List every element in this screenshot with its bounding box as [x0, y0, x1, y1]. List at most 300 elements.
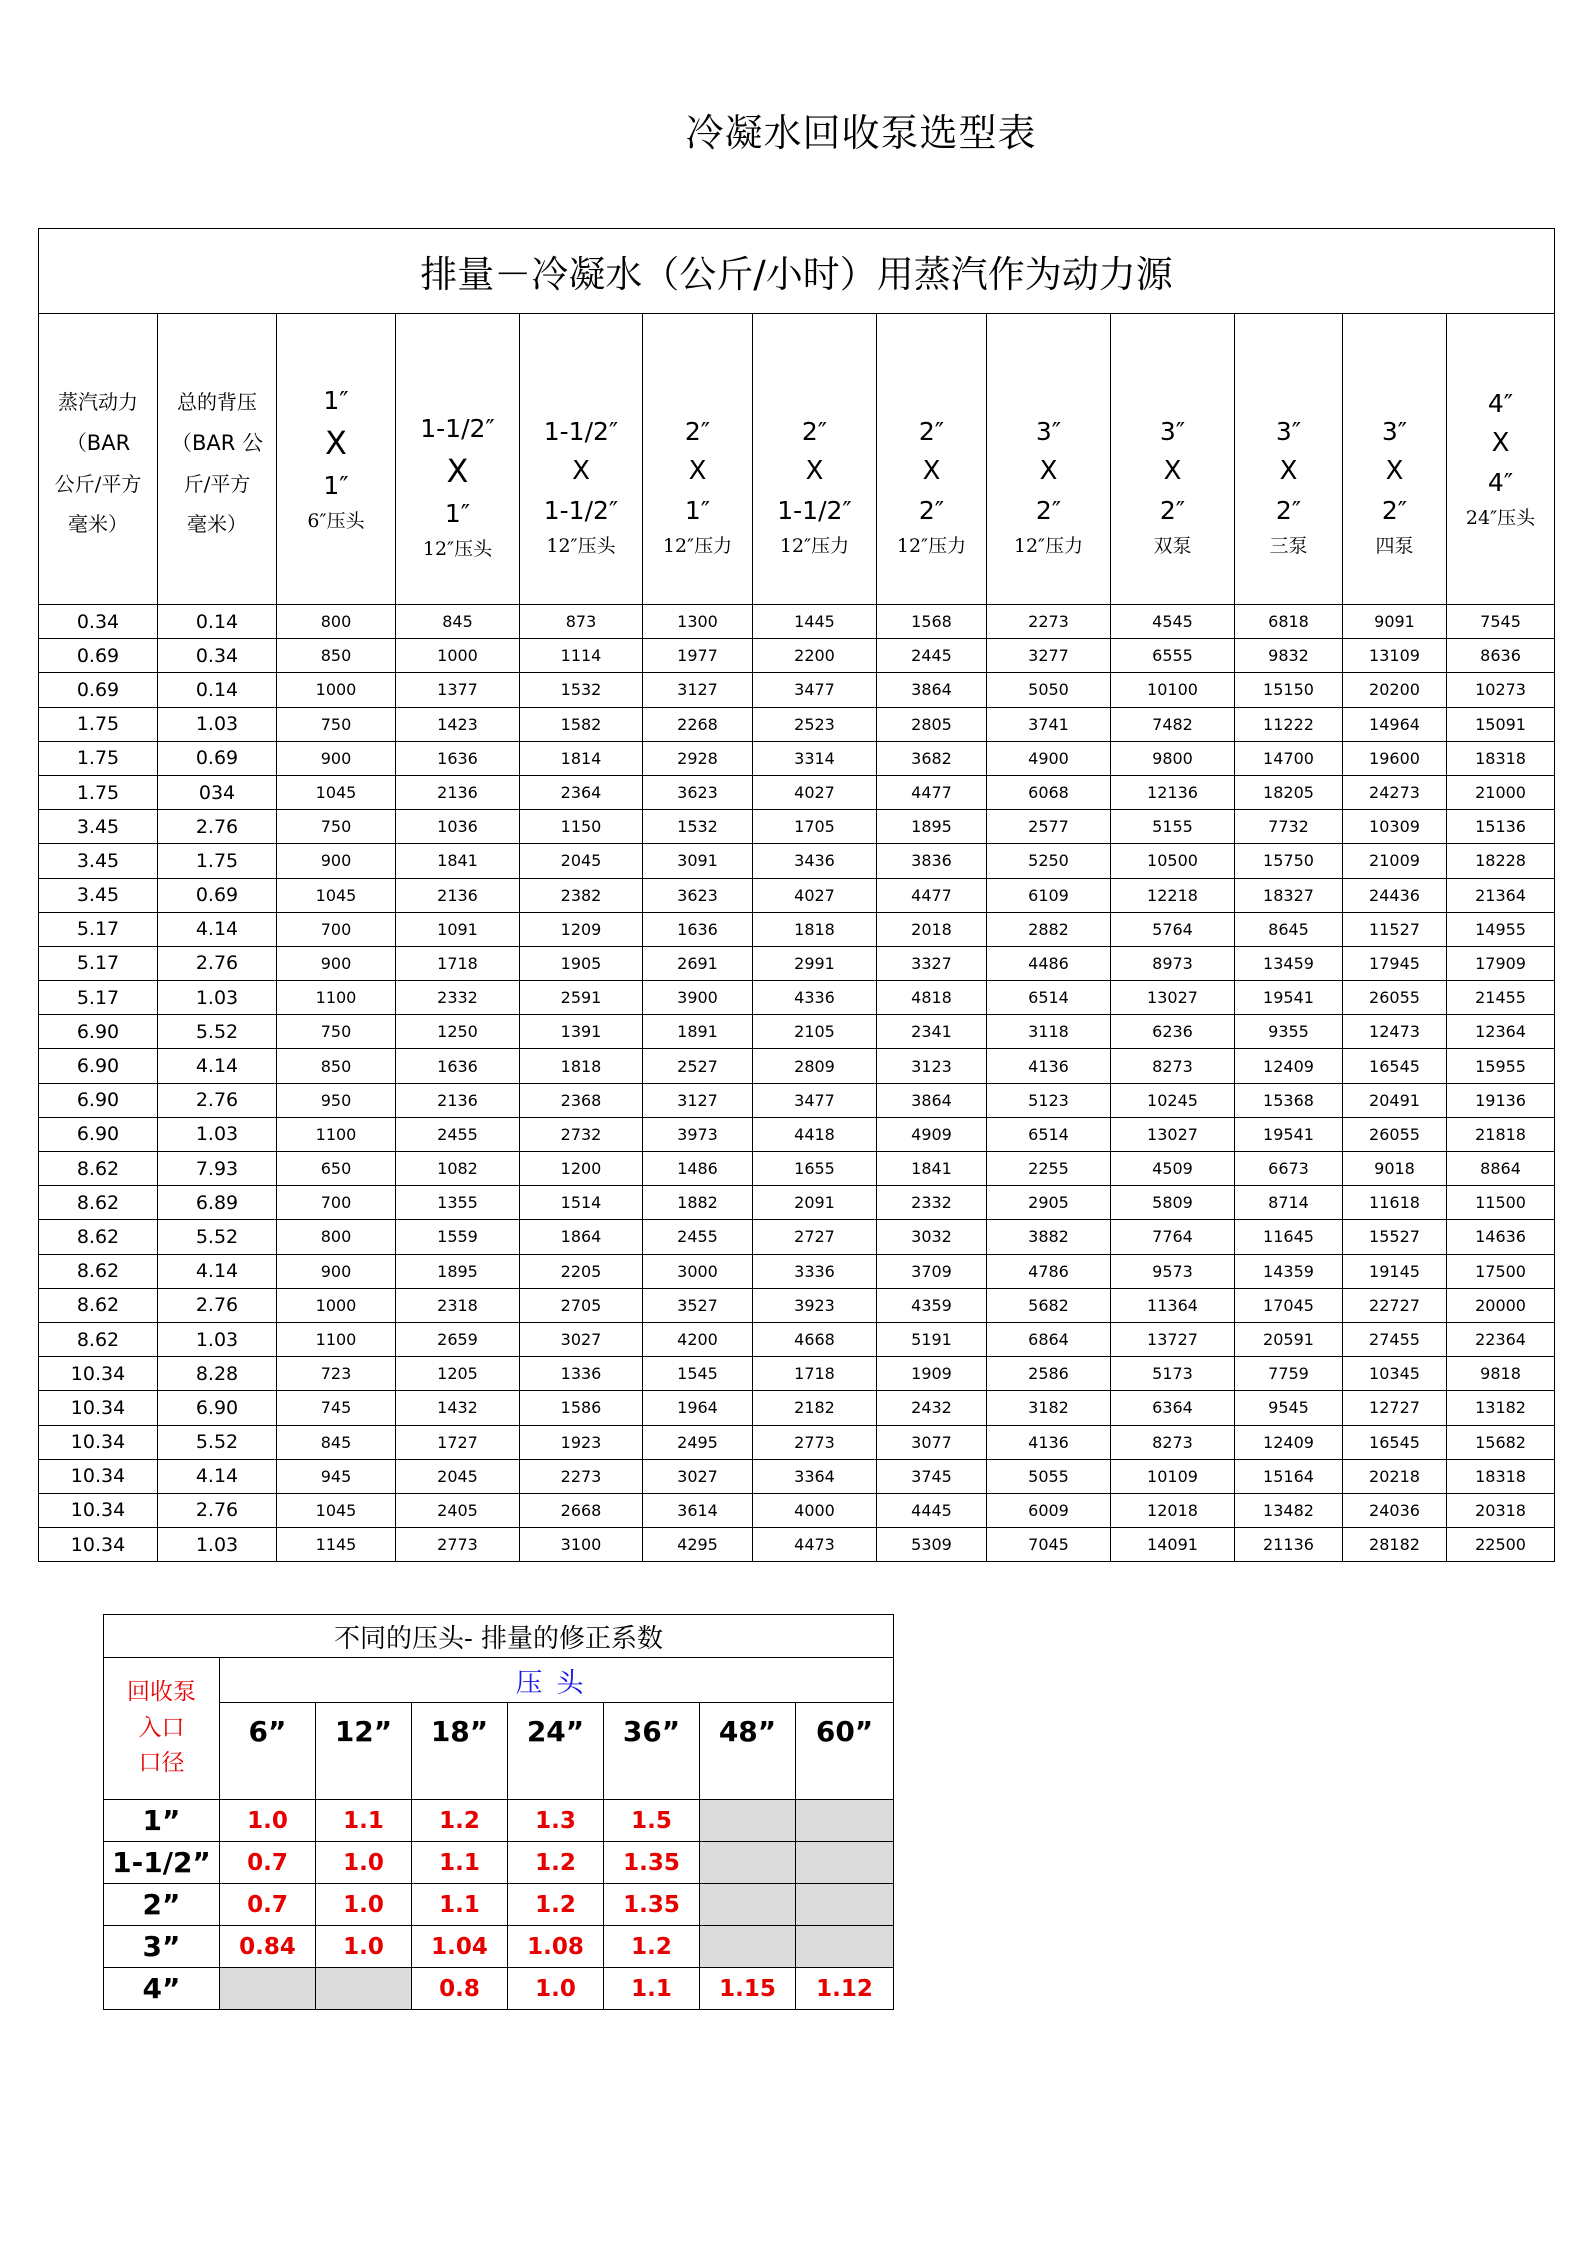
- capacity-cell: 2332: [396, 981, 520, 1015]
- capacity-cell: 1391: [520, 1015, 643, 1049]
- correction-row: [104, 1926, 894, 1968]
- back-pressure-cell: 0.14: [158, 605, 277, 639]
- capacity-cell: 11527: [1343, 912, 1447, 946]
- empty-factor-cell: [796, 1842, 894, 1884]
- capacity-cell: 4473: [753, 1528, 877, 1562]
- steam-pressure-cell: 10.34: [39, 1391, 158, 1425]
- capacity-cell: 18327: [1235, 878, 1343, 912]
- capacity-cell: 2732: [520, 1117, 643, 1151]
- outlet-size: 1″: [323, 470, 349, 500]
- capacity-cell: 800: [277, 605, 396, 639]
- capacity-cell: 24436: [1343, 878, 1447, 912]
- capacity-cell: 1145: [277, 1528, 396, 1562]
- table-row: [39, 912, 1555, 946]
- table-row: [39, 741, 1555, 775]
- capacity-cell: 4336: [753, 981, 877, 1015]
- capacity-cell: 3118: [987, 1015, 1111, 1049]
- capacity-cell: 1445: [753, 605, 877, 639]
- head-size-header: 48”: [700, 1703, 796, 1800]
- capacity-cell: 900: [277, 741, 396, 775]
- head-note: 12″压头: [546, 534, 616, 557]
- inlet-size: 3″: [1159, 416, 1186, 446]
- capacity-cell: 6673: [1235, 1152, 1343, 1186]
- empty-factor-cell: [796, 1884, 894, 1926]
- size-separator: X: [1491, 427, 1510, 458]
- capacity-cell: 3973: [643, 1117, 753, 1151]
- capacity-cell: 723: [277, 1357, 396, 1391]
- head-note: 双泵: [1153, 534, 1192, 557]
- capacity-cell: 5809: [1111, 1186, 1235, 1220]
- capacity-cell: 3477: [753, 673, 877, 707]
- capacity-cell: 1586: [520, 1391, 643, 1425]
- capacity-cell: 2091: [753, 1186, 877, 1220]
- capacity-cell: 950: [277, 1083, 396, 1117]
- capacity-cell: 26055: [1343, 1117, 1447, 1151]
- capacity-cell: 1514: [520, 1186, 643, 1220]
- capacity-cell: 3077: [877, 1425, 987, 1459]
- pump-size-header: [520, 314, 643, 605]
- inlet-size: 3″: [1381, 416, 1408, 446]
- table-row: [39, 1493, 1555, 1527]
- capacity-cell: 750: [277, 810, 396, 844]
- capacity-cell: 2727: [753, 1220, 877, 1254]
- capacity-cell: 2364: [520, 775, 643, 809]
- capacity-cell: 1905: [520, 946, 643, 980]
- back-pressure-cell: 0.69: [158, 878, 277, 912]
- capacity-cell: 845: [396, 605, 520, 639]
- capacity-cell: 4445: [877, 1493, 987, 1527]
- inlet-size: 1″: [323, 385, 349, 415]
- capacity-cell: 2405: [396, 1493, 520, 1527]
- empty-factor-cell: [700, 1800, 796, 1842]
- capacity-cell: 6864: [987, 1322, 1111, 1356]
- capacity-cell: 21455: [1447, 981, 1555, 1015]
- capacity-cell: 17945: [1343, 946, 1447, 980]
- pump-size-stack: [1447, 388, 1554, 529]
- steam-pressure-cell: 10.34: [39, 1357, 158, 1391]
- capacity-cell: 2809: [753, 1049, 877, 1083]
- capacity-cell: 7482: [1111, 707, 1235, 741]
- size-separator: X: [1163, 455, 1182, 486]
- capacity-cell: 900: [277, 1254, 396, 1288]
- capacity-cell: 20200: [1343, 673, 1447, 707]
- back-pressure-cell: 2.76: [158, 1083, 277, 1117]
- head-size-header: 18”: [412, 1703, 508, 1800]
- steam-pressure-cell: 10.34: [39, 1493, 158, 1527]
- table-row: [39, 1015, 1555, 1049]
- capacity-cell: 1209: [520, 912, 643, 946]
- capacity-cell: 6818: [1235, 605, 1343, 639]
- correction-factor-cell: 1.2: [412, 1800, 508, 1842]
- capacity-cell: 2773: [396, 1528, 520, 1562]
- capacity-cell: 873: [520, 605, 643, 639]
- capacity-cell: 2577: [987, 810, 1111, 844]
- steam-pressure-header-line: 毫米）: [68, 512, 128, 536]
- capacity-cell: 14955: [1447, 912, 1555, 946]
- capacity-cell: 1864: [520, 1220, 643, 1254]
- capacity-cell: 2136: [396, 878, 520, 912]
- inlet-size-cell: 4”: [104, 1968, 220, 2010]
- capacity-cell: 2332: [877, 1186, 987, 1220]
- back-pressure-cell: 034: [158, 775, 277, 809]
- capacity-cell: 1582: [520, 707, 643, 741]
- capacity-cell: 15136: [1447, 810, 1555, 844]
- capacity-cell: 1718: [396, 946, 520, 980]
- empty-factor-cell: [700, 1884, 796, 1926]
- capacity-cell: 2182: [753, 1391, 877, 1425]
- outlet-size: 1″: [444, 498, 471, 528]
- capacity-cell: 1300: [643, 605, 753, 639]
- capacity-cell: 745: [277, 1391, 396, 1425]
- capacity-cell: 2268: [643, 707, 753, 741]
- outlet-size: 2″: [918, 495, 945, 525]
- capacity-cell: 4668: [753, 1322, 877, 1356]
- capacity-cell: 8714: [1235, 1186, 1343, 1220]
- capacity-cell: 17909: [1447, 946, 1555, 980]
- capacity-cell: 12409: [1235, 1049, 1343, 1083]
- size-separator: X: [1385, 455, 1404, 486]
- capacity-cell: 4900: [987, 741, 1111, 775]
- head-note: 12″压力: [896, 534, 967, 557]
- capacity-cell: 2382: [520, 878, 643, 912]
- capacity-cell: 11645: [1235, 1220, 1343, 1254]
- capacity-cell: 3100: [520, 1528, 643, 1562]
- capacity-cell: 3882: [987, 1220, 1111, 1254]
- capacity-cell: 4000: [753, 1493, 877, 1527]
- steam-pressure-cell: 0.69: [39, 673, 158, 707]
- capacity-cell: 19136: [1447, 1083, 1555, 1117]
- capacity-cell: 2273: [520, 1459, 643, 1493]
- capacity-cell: 1568: [877, 605, 987, 639]
- steam-pressure-cell: 3.45: [39, 810, 158, 844]
- back-pressure-cell: 2.76: [158, 946, 277, 980]
- capacity-cell: 15150: [1235, 673, 1343, 707]
- steam-pressure-cell: 10.34: [39, 1459, 158, 1493]
- head-size-header: 12”: [316, 1703, 412, 1800]
- capacity-cell: 19145: [1343, 1254, 1447, 1288]
- correction-factor-cell: 1.0: [220, 1800, 316, 1842]
- capacity-cell: 1891: [643, 1015, 753, 1049]
- correction-factor-cell: 0.8: [412, 1968, 508, 2010]
- pump-size-header: [1343, 314, 1447, 605]
- table-row: [39, 707, 1555, 741]
- capacity-cell: 1150: [520, 810, 643, 844]
- capacity-cell: 3000: [643, 1254, 753, 1288]
- empty-factor-cell: [796, 1800, 894, 1842]
- capacity-cell: 9545: [1235, 1391, 1343, 1425]
- outlet-size: 1-1/2″: [543, 495, 619, 525]
- correction-factor-cell: 1.2: [604, 1926, 700, 1968]
- capacity-cell: 2200: [753, 639, 877, 673]
- capacity-cell: 10345: [1343, 1357, 1447, 1391]
- correction-factor-cell: 0.7: [220, 1884, 316, 1926]
- capacity-cell: 14359: [1235, 1254, 1343, 1288]
- capacity-cell: 22500: [1447, 1528, 1555, 1562]
- capacity-cell: 13459: [1235, 946, 1343, 980]
- capacity-cell: 1841: [877, 1152, 987, 1186]
- empty-factor-cell: [700, 1926, 796, 1968]
- capacity-cell: 3327: [877, 946, 987, 980]
- capacity-cell: 1705: [753, 810, 877, 844]
- capacity-cell: 3127: [643, 1083, 753, 1117]
- capacity-cell: 13027: [1111, 981, 1235, 1015]
- capacity-cell: 2255: [987, 1152, 1111, 1186]
- capacity-cell: 16545: [1343, 1425, 1447, 1459]
- steam-pressure-header-line: 蒸汽动力: [58, 390, 138, 414]
- correction-factor-cell: 1.35: [604, 1884, 700, 1926]
- capacity-cell: 2455: [396, 1117, 520, 1151]
- correction-factor-cell: 1.3: [508, 1800, 604, 1842]
- back-pressure-header: [158, 314, 277, 605]
- capacity-cell: 24036: [1343, 1493, 1447, 1527]
- capacity-cell: 15368: [1235, 1083, 1343, 1117]
- capacity-cell: 20000: [1447, 1288, 1555, 1322]
- capacity-cell: 2368: [520, 1083, 643, 1117]
- capacity-cell: 4786: [987, 1254, 1111, 1288]
- capacity-cell: 6364: [1111, 1391, 1235, 1425]
- capacity-cell: 1559: [396, 1220, 520, 1254]
- capacity-cell: 21000: [1447, 775, 1555, 809]
- capacity-cell: 3623: [643, 878, 753, 912]
- inlet-size: 2″: [684, 416, 711, 446]
- steam-pressure-cell: 8.62: [39, 1288, 158, 1322]
- table-row: [39, 1152, 1555, 1186]
- capacity-cell: 5764: [1111, 912, 1235, 946]
- steam-pressure-cell: 8.62: [39, 1322, 158, 1356]
- capacity-cell: 10109: [1111, 1459, 1235, 1493]
- capacity-cell: 3709: [877, 1254, 987, 1288]
- capacity-cell: 3682: [877, 741, 987, 775]
- capacity-cell: 3623: [643, 775, 753, 809]
- capacity-cell: 1432: [396, 1391, 520, 1425]
- back-pressure-cell: 1.03: [158, 981, 277, 1015]
- capacity-cell: 1532: [520, 673, 643, 707]
- table-row: [39, 605, 1555, 639]
- capacity-cell: 1000: [277, 673, 396, 707]
- table-row: [39, 1220, 1555, 1254]
- capacity-cell: 22364: [1447, 1322, 1555, 1356]
- back-pressure-cell: 5.52: [158, 1220, 277, 1254]
- capacity-cell: 17045: [1235, 1288, 1343, 1322]
- capacity-cell: 7764: [1111, 1220, 1235, 1254]
- pump-size-header: [396, 314, 520, 605]
- capacity-cell: 1636: [396, 741, 520, 775]
- back-pressure-cell: 6.89: [158, 1186, 277, 1220]
- pump-size-stack: [1235, 416, 1342, 557]
- capacity-cell: 2105: [753, 1015, 877, 1049]
- correction-factor-cell: 1.0: [316, 1926, 412, 1968]
- capacity-cell: 1818: [520, 1049, 643, 1083]
- empty-factor-cell: [220, 1968, 316, 2010]
- correction-row: [104, 1968, 894, 2010]
- capacity-cell: 4359: [877, 1288, 987, 1322]
- table-title: 排量－冷凝水（公斤/小时）用蒸汽作为动力源: [39, 229, 1555, 314]
- correction-factor-cell: 0.7: [220, 1842, 316, 1884]
- capacity-cell: 1882: [643, 1186, 753, 1220]
- capacity-cell: 6514: [987, 981, 1111, 1015]
- capacity-cell: 15164: [1235, 1459, 1343, 1493]
- capacity-cell: 27455: [1343, 1322, 1447, 1356]
- steam-pressure-cell: 8.62: [39, 1186, 158, 1220]
- capacity-cell: 3123: [877, 1049, 987, 1083]
- back-pressure-cell: 4.14: [158, 1254, 277, 1288]
- capacity-cell: 2705: [520, 1288, 643, 1322]
- back-pressure-cell: 4.14: [158, 912, 277, 946]
- capacity-cell: 7759: [1235, 1357, 1343, 1391]
- capacity-cell: 6236: [1111, 1015, 1235, 1049]
- correction-factor-cell: 1.0: [316, 1842, 412, 1884]
- correction-factor-cell: 1.0: [316, 1884, 412, 1926]
- capacity-cell: 2341: [877, 1015, 987, 1049]
- capacity-cell: 13727: [1111, 1322, 1235, 1356]
- capacity-cell: 1082: [396, 1152, 520, 1186]
- correction-factor-cell: 1.04: [412, 1926, 508, 1968]
- capacity-cell: 1486: [643, 1152, 753, 1186]
- capacity-cell: 2991: [753, 946, 877, 980]
- capacity-cell: 3477: [753, 1083, 877, 1117]
- capacity-cell: 4295: [643, 1528, 753, 1562]
- capacity-cell: 11500: [1447, 1186, 1555, 1220]
- inlet-size: 3″: [1275, 416, 1302, 446]
- pump-size-stack: [643, 416, 752, 557]
- steam-pressure-cell: 0.34: [39, 605, 158, 639]
- capacity-cell: 15955: [1447, 1049, 1555, 1083]
- head-note: 6″压头: [307, 509, 365, 532]
- table-row: [39, 844, 1555, 878]
- capacity-cell: 3336: [753, 1254, 877, 1288]
- back-pressure-header-line: （BAR 公: [170, 431, 264, 455]
- pump-size-header: [753, 314, 877, 605]
- back-pressure-cell: 1.03: [158, 1322, 277, 1356]
- capacity-cell: 13182: [1447, 1391, 1555, 1425]
- inlet-size-label-line: 口径: [138, 1750, 185, 1777]
- steam-pressure-cell: 0.69: [39, 639, 158, 673]
- capacity-cell: 2928: [643, 741, 753, 775]
- column-header-row: [39, 314, 1555, 605]
- capacity-cell: 21364: [1447, 878, 1555, 912]
- capacity-cell: 6009: [987, 1493, 1111, 1527]
- table-row: [39, 775, 1555, 809]
- back-pressure-header-line: 毫米）: [187, 512, 247, 536]
- capacity-cell: 4477: [877, 878, 987, 912]
- capacity-cell: 2905: [987, 1186, 1111, 1220]
- capacity-cell: 3364: [753, 1459, 877, 1493]
- empty-factor-cell: [316, 1968, 412, 2010]
- correction-factor-cell: 1.1: [412, 1842, 508, 1884]
- table-row: [39, 1528, 1555, 1562]
- capacity-cell: 1814: [520, 741, 643, 775]
- capacity-cell: 5155: [1111, 810, 1235, 844]
- inlet-size: 1-1/2″: [420, 413, 495, 443]
- pump-size-stack: [1343, 416, 1446, 557]
- capacity-cell: 900: [277, 946, 396, 980]
- table-row: [39, 946, 1555, 980]
- pump-size-header: [987, 314, 1111, 605]
- back-pressure-cell: 1.75: [158, 844, 277, 878]
- capacity-cell: 21136: [1235, 1528, 1343, 1562]
- capacity-cell: 2882: [987, 912, 1111, 946]
- capacity-cell: 12136: [1111, 775, 1235, 809]
- capacity-cell: 2136: [396, 775, 520, 809]
- inlet-size-cell: 1-1/2”: [104, 1842, 220, 1884]
- head-size-header: 6”: [220, 1703, 316, 1800]
- capacity-cell: 5050: [987, 673, 1111, 707]
- capacity-cell: 1377: [396, 673, 520, 707]
- size-separator: X: [688, 455, 707, 486]
- table-row: [39, 1357, 1555, 1391]
- size-separator: X: [805, 455, 824, 486]
- capacity-cell: 10500: [1111, 844, 1235, 878]
- head-note: 四泵: [1375, 534, 1414, 557]
- capacity-cell: 2495: [643, 1425, 753, 1459]
- outlet-size: 2″: [1159, 495, 1186, 525]
- back-pressure-header-line: 总的背压: [177, 390, 257, 414]
- capacity-cell: 14964: [1343, 707, 1447, 741]
- back-pressure-header-line: 斤/平方: [183, 472, 251, 496]
- table-row: [39, 1459, 1555, 1493]
- size-separator: X: [325, 423, 347, 462]
- capacity-cell: 1000: [396, 639, 520, 673]
- capacity-cell: 4486: [987, 946, 1111, 980]
- capacity-cell: 22727: [1343, 1288, 1447, 1322]
- capacity-cell: 3027: [643, 1459, 753, 1493]
- size-separator: X: [572, 455, 590, 486]
- capacity-cell: 900: [277, 844, 396, 878]
- capacity-cell: 1000: [277, 1288, 396, 1322]
- capacity-cell: 6555: [1111, 639, 1235, 673]
- capacity-cell: 10100: [1111, 673, 1235, 707]
- empty-factor-cell: [796, 1926, 894, 1968]
- back-pressure-cell: 2.76: [158, 1493, 277, 1527]
- table-row: [39, 878, 1555, 912]
- pump-size-stack: [396, 413, 519, 560]
- head-size-header: 36”: [604, 1703, 700, 1800]
- table-row: [39, 1425, 1555, 1459]
- capacity-cell: 1895: [396, 1254, 520, 1288]
- capacity-cell: 20491: [1343, 1083, 1447, 1117]
- capacity-cell: 9091: [1343, 605, 1447, 639]
- capacity-cell: 19600: [1343, 741, 1447, 775]
- capacity-cell: 3091: [643, 844, 753, 878]
- pump-size-stack: [753, 416, 876, 557]
- pump-size-stack: [277, 385, 395, 532]
- steam-pressure-cell: 8.62: [39, 1220, 158, 1254]
- pump-size-header: [1111, 314, 1235, 605]
- capacity-cell: 5173: [1111, 1357, 1235, 1391]
- capacity-cell: 2273: [987, 605, 1111, 639]
- capacity-cell: 21009: [1343, 844, 1447, 878]
- table-body: [39, 605, 1555, 1562]
- capacity-cell: 1532: [643, 810, 753, 844]
- head-note: 12″压力: [779, 534, 850, 557]
- capacity-cell: 1545: [643, 1357, 753, 1391]
- outlet-size: 2″: [1035, 495, 1062, 525]
- pump-size-stack: [520, 416, 642, 557]
- capacity-cell: 18318: [1447, 741, 1555, 775]
- steam-pressure-cell: 6.90: [39, 1117, 158, 1151]
- capacity-cell: 9800: [1111, 741, 1235, 775]
- capacity-cell: 5250: [987, 844, 1111, 878]
- capacity-cell: 13027: [1111, 1117, 1235, 1151]
- capacity-cell: 2523: [753, 707, 877, 741]
- back-pressure-cell: 1.03: [158, 1117, 277, 1151]
- capacity-cell: 5055: [987, 1459, 1111, 1493]
- capacity-cell: 13482: [1235, 1493, 1343, 1527]
- table-row: [39, 1186, 1555, 1220]
- capacity-cell: 18205: [1235, 775, 1343, 809]
- back-pressure-cell: 8.28: [158, 1357, 277, 1391]
- inlet-size-cell: 3”: [104, 1926, 220, 1968]
